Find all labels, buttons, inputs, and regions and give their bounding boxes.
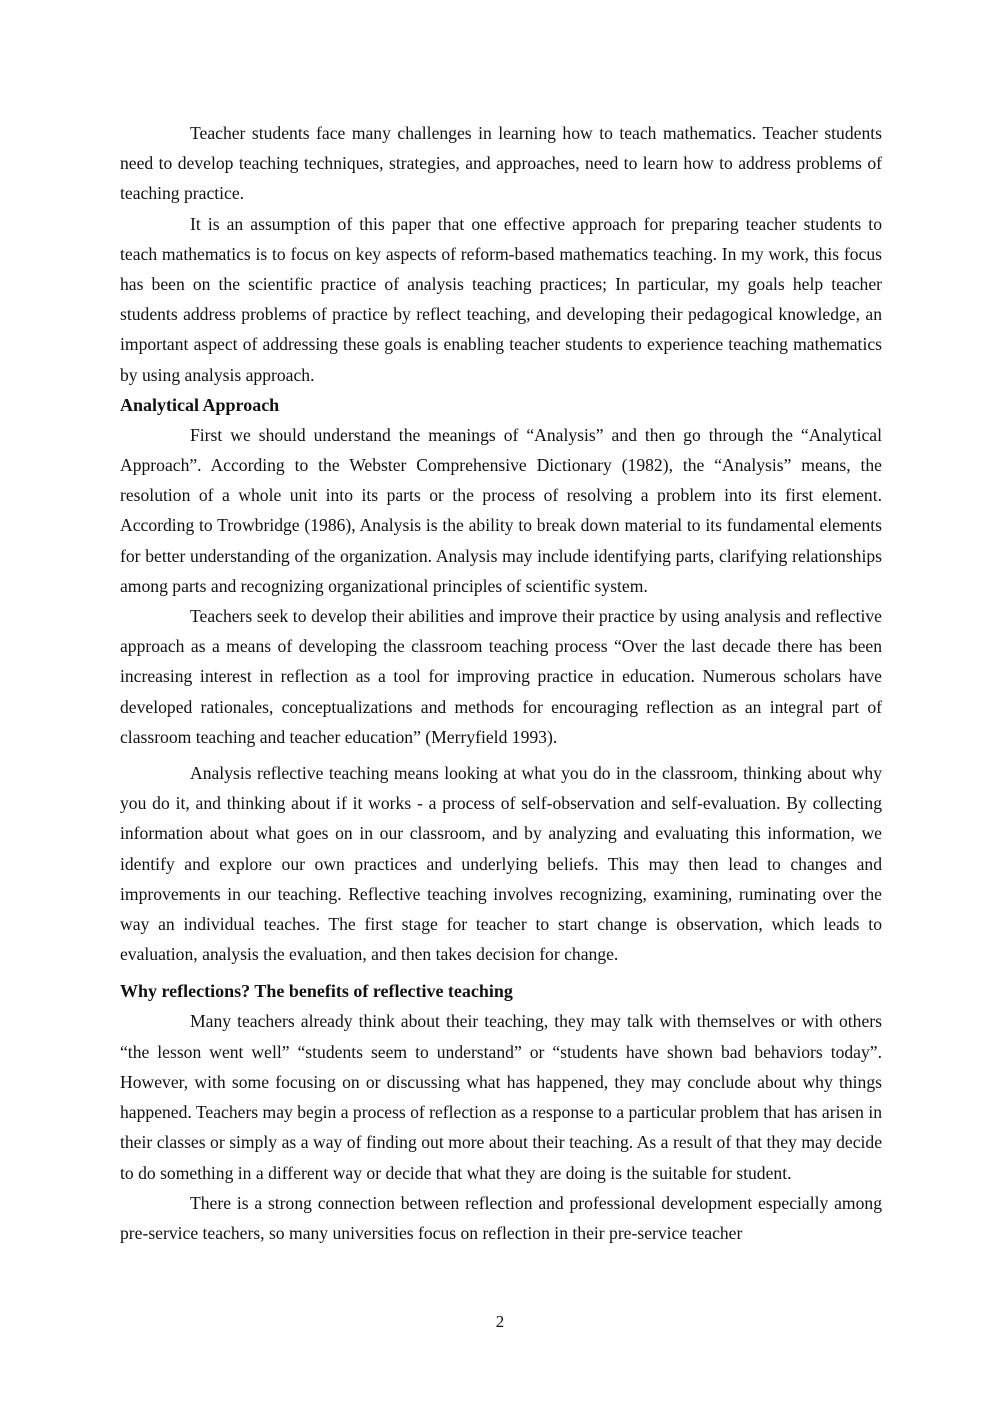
paragraph-reflection-connection: There is a strong connection between reflection and professional development especially among pre-service teachers, so many universities focus on reflection in their pre-service teacher xyxy=(120,1192,882,1243)
paragraph-reflective-approach: Teachers seek to develop their abilities and improve their practice by using analysis and reflective approach as a means of developing the classroom teaching process “Over the last decade there has been increasing interest in reflection as a tool for improving practice in education. Numerous scholars have developed rationales, conceptualizations and methods for encouraging reflection as an integral part of classroom teaching and teacher education” (Merryfield 1993). xyxy=(120,606,882,747)
paragraph-assumption: It is an assumption of this paper that one effective approach for preparing teacher students to teach mathematics is to focus on key aspects of reform-based mathematics teaching. In my work, this focus has been on the scientific practice of analysis teaching practices; In particular, my goals help teacher students address problems of practice by reflect teaching, and developing their pedagogical knowledge, an important aspect of addressing these goals is enabling teacher students to experience teaching mathematics by using analysis approach. xyxy=(120,213,882,385)
paragraph-analysis-reflective-teaching: Analysis reflective teaching means looking at what you do in the classroom, thinking about why you do it, and thinking about if it works - a process of self-observation and self-evaluation. By collecting information about what goes on in our classroom, and by analyzing and evaluating this information, we identify and explore our own practices and underlying beliefs. This may then lead to changes and improvements in our teaching. Reflective teaching involves recognizing, examining, ruminating over the way an individual teaches. The first stage for teacher to start change is observation, which leads to evaluation, analysis the evaluation, and then takes decision for change. xyxy=(120,763,882,965)
heading-analytical-approach: Analytical Approach xyxy=(120,394,280,415)
paragraph-teacher-challenges: Teacher students face many challenges in learning how to teach mathematics. Teacher students need to develop teaching techniques, strategies, and approaches, need to learn how to address problems of teaching practice. xyxy=(120,123,882,204)
document-body xyxy=(120,118,882,1248)
paragraph-analysis-meaning: First we should understand the meanings of “Analysis” and then go through the “Analytical Approach”. According to the Webster Comprehensive Dictionary (1982), the “Analysis” means, the resolution of a whole unit into its parts or the process of resolving a problem into its first element. According to Trowbridge (1986), Analysis is the ability to break down material to its fundamental elements for better understanding of the organization. Analysis may include identifying parts, clarifying relationships among parts and recognizing organizational principles of scientific system. xyxy=(120,424,882,596)
paragraph-teachers-think: Many teachers already think about their teaching, they may talk with themselves or with others “the lesson went well” “students seem to understand” or “students have shown bad behaviors today”. However, with some focusing on or discussing what has happened, they may conclude about why things happened. Teachers may begin a process of reflection as a response to a particular problem that has arisen in their classes or simply as a way of finding out more about their teaching. As a result of that they may decide to do something in a different way or decide that what they are doing is the suitable for student. xyxy=(120,1011,883,1183)
heading-why-reflections: Why reflections? The benefits of reflective teaching xyxy=(120,981,513,1002)
page-number: 2 xyxy=(495,1312,505,1331)
